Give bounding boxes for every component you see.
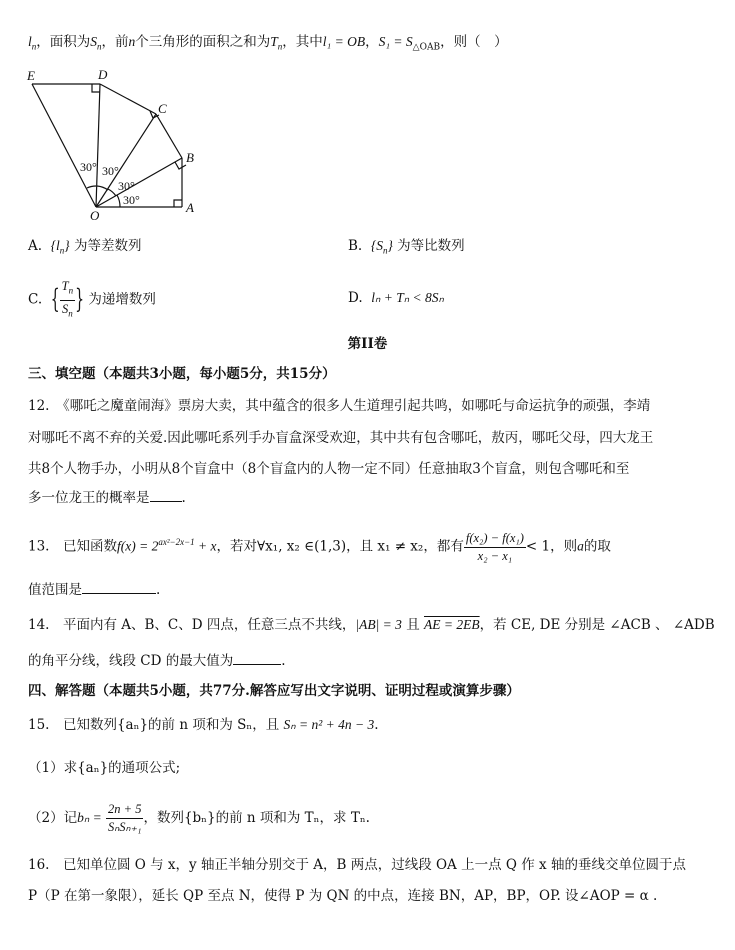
q14-line-1 [28, 615, 715, 635]
point-o-label: O [90, 208, 100, 222]
eq-l1: l₁ = OB [322, 34, 366, 49]
q13-pre: 13. 已知函数 [28, 538, 117, 555]
right-angle-a [174, 200, 182, 207]
option-d-expr: lₙ + Tₙ < 8Sₙ [371, 290, 444, 305]
q14-vec: AE = 2EB [424, 617, 480, 632]
right-angle-b [175, 162, 186, 169]
point-d-label: D [98, 67, 108, 82]
problem-intro-line: $l_n$，面积为$S_n$，前n个三角形的面积之和为$T_n$，其中l₁ = OB，$S_1 = S_{\triangle OAB}$，则（ ） [28, 34, 508, 53]
q16-line-2: P（P 在第一象限），延长 QP 至点 N，使得 P 为 QN 的中点，连接 BN，AP，BP，OP. 设∠AOP = α . [28, 888, 658, 904]
q15-text-2: . [374, 717, 379, 733]
intro-text-4: ，其中 [282, 34, 323, 50]
arc-2 [108, 189, 116, 196]
q14-answer-blank[interactable] [233, 652, 281, 665]
q15-frac-num: 2n + 5 [106, 801, 143, 819]
t-symbol: T [270, 34, 278, 49]
q13-a: a [577, 538, 584, 554]
q15-expr: Sₙ = n² + 4n − 3 [283, 717, 375, 732]
q13-answer-blank[interactable] [82, 581, 156, 594]
intro-text-6: ，则（ ） [440, 34, 508, 50]
eq-s1-sub: △OAB [412, 42, 441, 53]
q13-line-2-text: 值范围是 [28, 582, 82, 598]
q14-line-2: 的角平分线，线段 CD 的最大值为 . [28, 653, 286, 669]
q15-frac-den: SₙSₙ₊₁ [108, 820, 142, 834]
arc-1 [117, 195, 120, 207]
q13-text-1: ，若对∀x₁, x₂ ∈(1,3)，且 x₁ ≠ x₂，都有 [216, 538, 464, 555]
option-d-label: D. [348, 290, 363, 306]
q14-text-1: 14. 平面内有 A、B、C、D 四点，任意三点不共线， [28, 617, 356, 633]
eq-s1: S₁ = S [378, 34, 413, 49]
q13-frac-den: x₂ − x₁ [477, 548, 513, 563]
option-b: B. $\{S_n\}$ 为等比数列 [348, 238, 465, 256]
q13-exp: ax²−2x−1 [158, 537, 195, 547]
l-symbol: l [28, 34, 32, 49]
q13-line-1 [28, 522, 611, 562]
intro-text-2: ，前 [101, 34, 129, 50]
q12-line-4-text: 多一位龙王的概率是 [28, 490, 150, 506]
geometry-figure [22, 62, 202, 222]
option-b-label: B. [348, 238, 363, 254]
point-e-label: E [27, 68, 35, 83]
option-a-text: 为等差数列 [74, 238, 142, 254]
q16-line-1: 16. 已知单位圆 O 与 x，y 轴正半轴分别交于 A，B 两点，过线段 OA 上一点 Q 作 x 轴的垂线交单位圆于点 [28, 857, 686, 873]
segment-bc [156, 114, 182, 158]
angle-label-4: 30° [80, 160, 97, 174]
segment-cd [100, 84, 156, 114]
angle-label-3: 30° [102, 164, 119, 178]
section-3-title: 三、填空题（本题共3小题，每小题5分，共15分） [28, 366, 336, 382]
arc-3 [97, 186, 108, 190]
point-c-label: C [158, 101, 167, 116]
n-symbol: n [128, 34, 136, 49]
q13-line-2: 值范围是 . [28, 582, 161, 598]
option-c: C. { $\frac{T_n}{S_n}$ } 为递增数列 [28, 279, 156, 318]
angle-label-2: 30° [118, 179, 135, 193]
arc-4 [87, 186, 96, 188]
option-b-text: 为等比数列 [397, 238, 465, 254]
section-2-title: 第II卷 [347, 336, 388, 352]
point-b-label: B [186, 150, 194, 165]
option-c-text: 为递增数列 [88, 291, 156, 308]
q13-post: + x [194, 538, 217, 554]
q12-answer-blank[interactable] [150, 489, 182, 502]
q15-bn: bₙ = [77, 810, 102, 825]
section-4-title: 四、解答题（本题共5小题，共77分.解答应写出文字说明、证明过程或演算步骤） [28, 683, 520, 699]
q12-line-3: 共8个人物手办，小明从8个盲盒中（8个盲盒内的人物一定不同）任意抽取3个盲盒，则包含哪吒和至 [28, 461, 630, 477]
q13-func: f(x) = 2 [116, 538, 159, 554]
q15-part-2-post: ，数列{bₙ}的前 n 项和为 Tₙ，求 Tₙ. [143, 810, 370, 826]
segment-od [96, 84, 100, 207]
q13-text-2: < 1，则 [525, 538, 578, 555]
q15-line-1 [28, 715, 379, 735]
intro-text-1: ，面积为 [36, 34, 91, 50]
q14-abs: |AB| = 3 [355, 617, 402, 632]
point-a-label: A [186, 200, 194, 215]
s-symbol: S [90, 34, 98, 49]
q13-frac-num: f(x₂) − f(x₁) [464, 530, 526, 548]
q15-part-2-pre: （2）记 [28, 810, 78, 826]
option-a: A. $\{l_n\}$ 为等差数列 [28, 238, 142, 256]
q15-part-1: （1）求{aₙ}的通项公式; [28, 760, 181, 776]
segment-oe [32, 84, 96, 207]
q15-text-1: 15. 已知数列{aₙ}的前 n 项和为 Sₙ，且 [28, 717, 284, 733]
intro-text-5: ， [365, 34, 379, 50]
option-c-label: C. [28, 291, 43, 308]
q13-text-3: 的取 [583, 538, 611, 555]
right-angle-d [92, 84, 100, 92]
q12-line-1: 12. 《哪吒之魔童闹海》票房大卖，其中蕴含的很多人生道理引起共鸣，如哪吒与命运抗争的顽强，李靖 [28, 398, 651, 414]
q12-line-4: 多一位龙王的概率是 . [28, 490, 186, 506]
q14-text-2: ，若 CE, DE 分别是 ∠ACB 、 ∠ADB [479, 617, 715, 633]
q14-line-2-text: 的角平分线，线段 CD 的最大值为 [28, 653, 234, 669]
angle-label-1: 30° [123, 193, 140, 207]
q15-part-2 [28, 796, 370, 840]
q14-mid: 且 [401, 617, 424, 633]
option-d [348, 288, 444, 308]
q12-line-2: 对哪吒不离不弃的关爱.因此哪吒系列手办盲盒深受欢迎，其中共有包含哪吒，敖丙，哪吒父母，四大龙王 [28, 430, 654, 446]
intro-text-3: 个三角形的面积之和为 [135, 34, 271, 50]
option-a-label: A. [28, 238, 43, 254]
